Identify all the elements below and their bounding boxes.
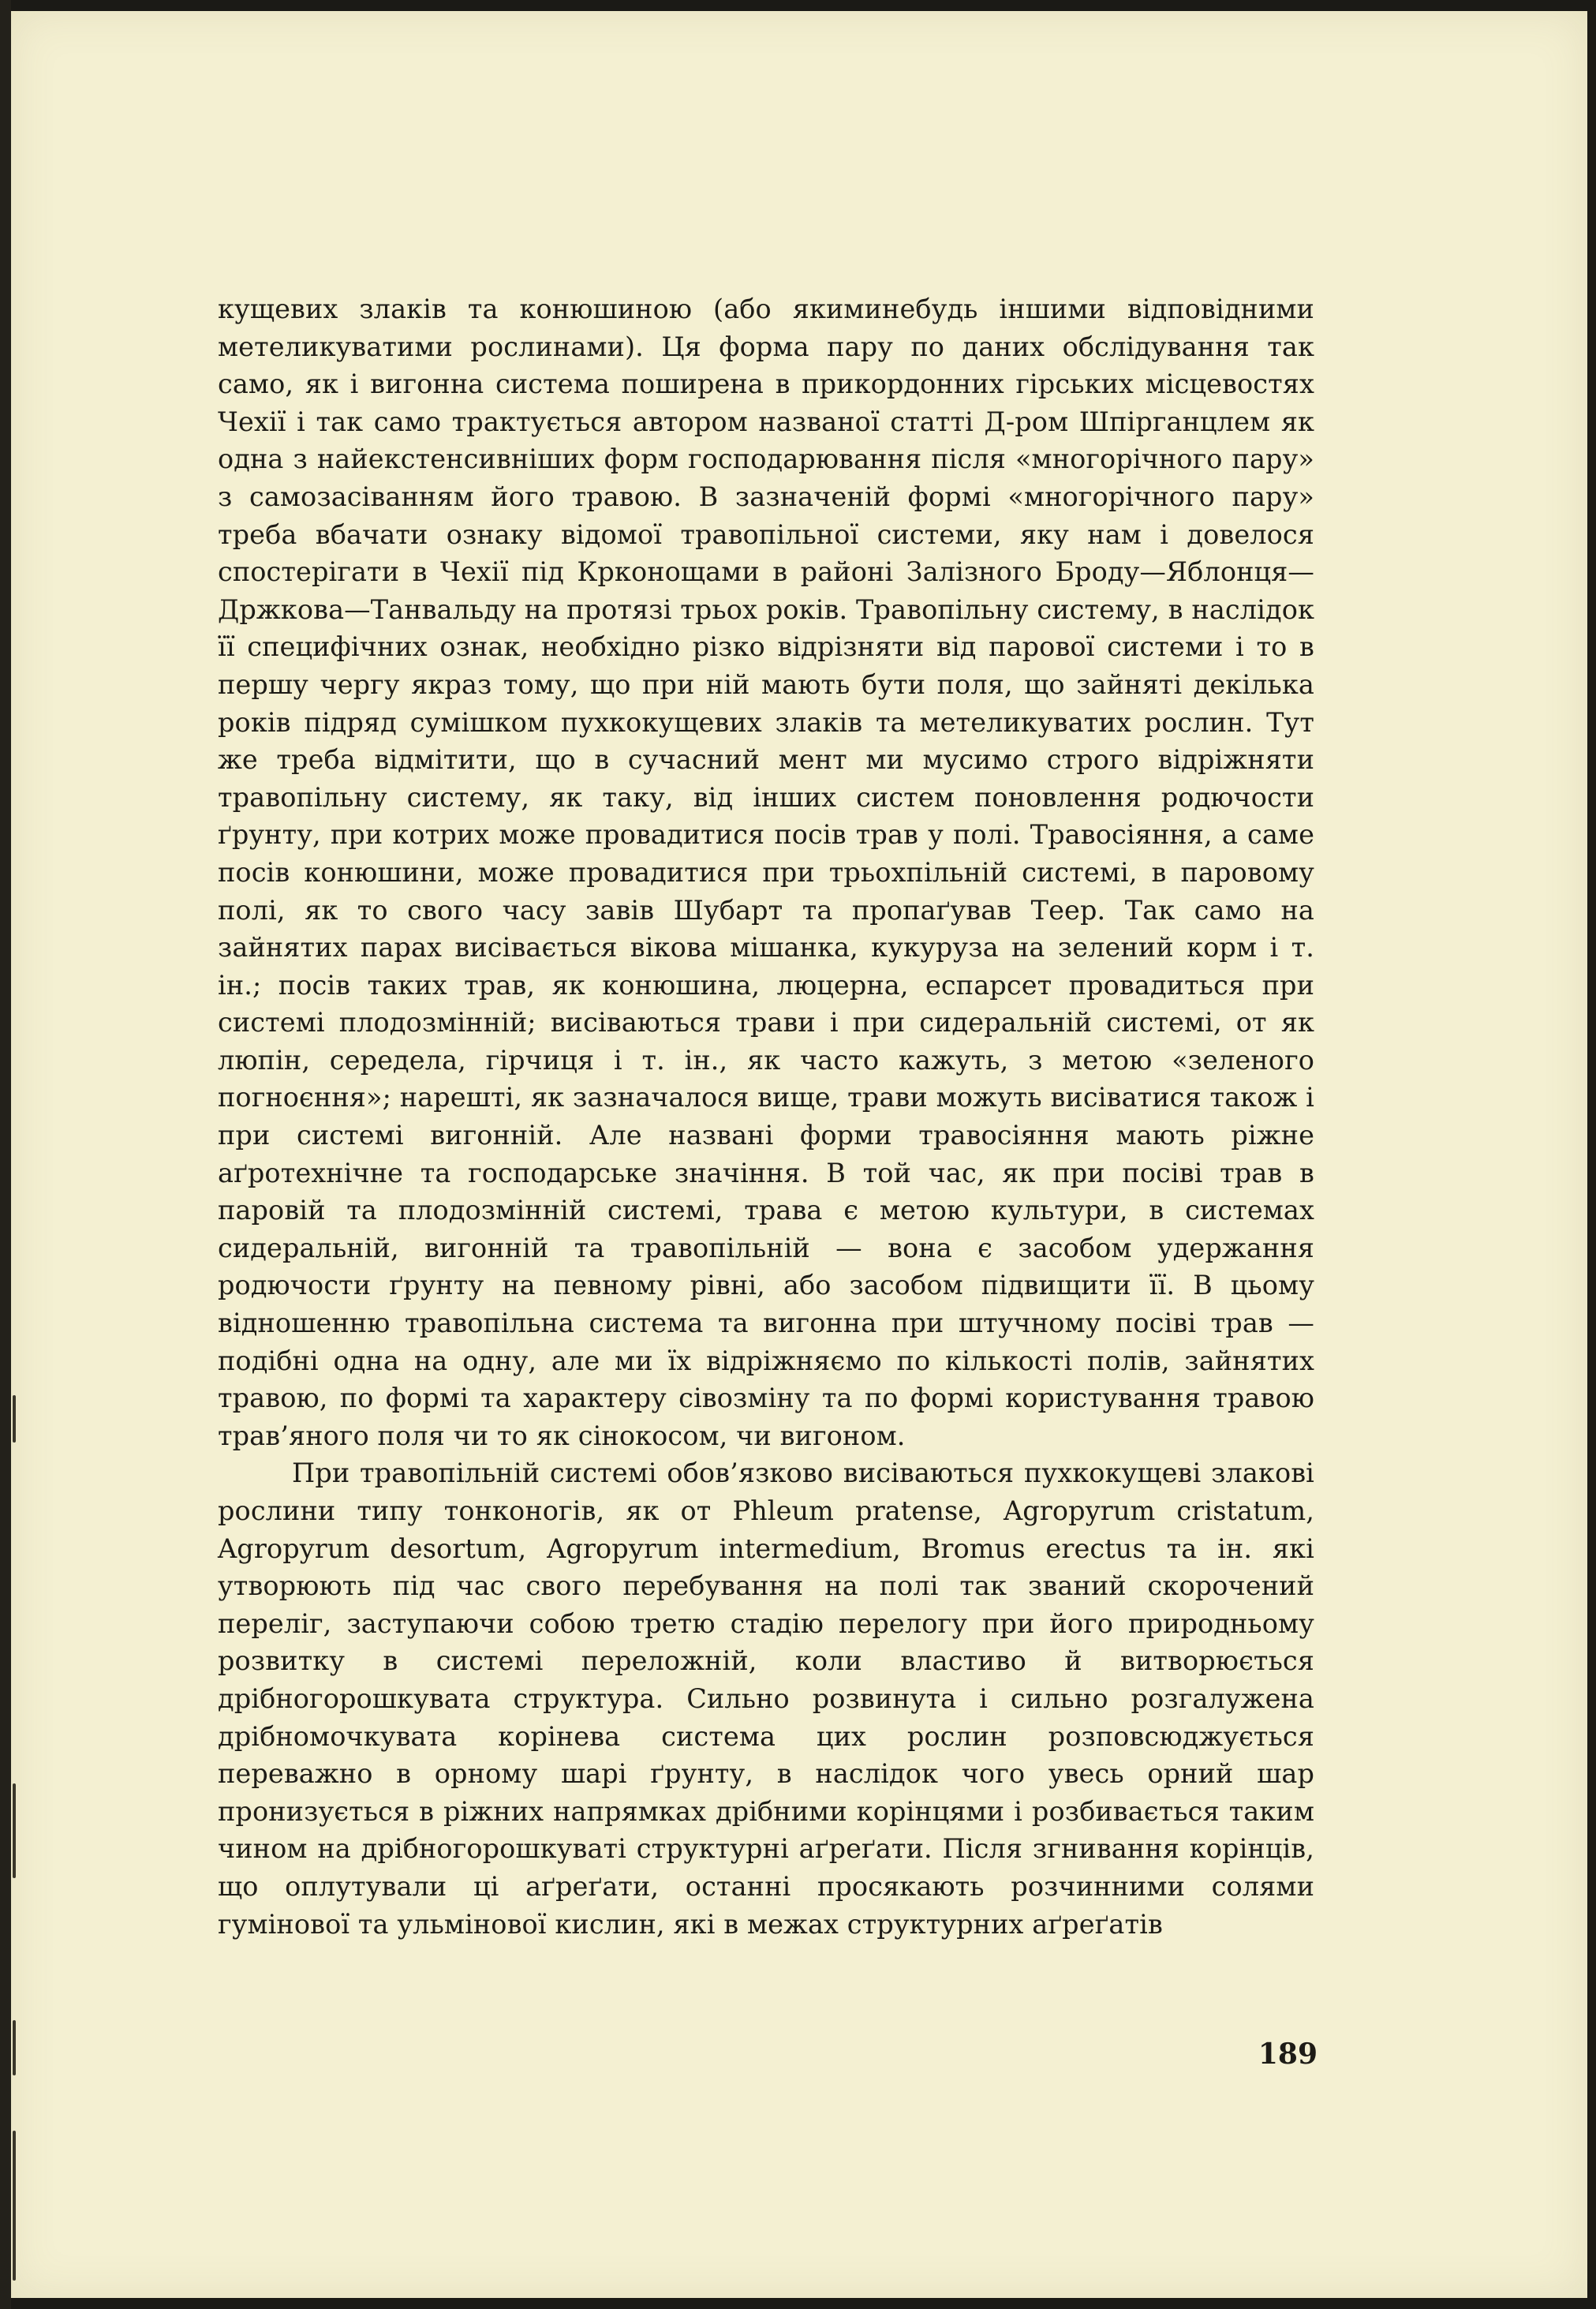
body-text (218, 290, 1314, 1943)
page-number: 189 (1258, 2038, 1318, 2071)
margin-mark (13, 1395, 16, 1443)
paragraph-1: кущевих злаків та конюшиною (або якиминебудь іншими відповідними метеликуватими рослинами). Ця форма пару по даних обслідування так само, як і вигонна система поширена в прикордонних гірських місцевостях Чехії і так само трактується автором названої статті Д-ром Шпірганцлем як одна з найекстенсивніших форм господарювання після «многорічного пару» з самозасіванням його травою. В зазначеній формі «многорічного пару» треба вбачати ознаку відомої травопільної системи, яку нам і довелося спостерігати в Чехії під Крконощами в районі Залізного Броду—Яблонця—Држкова—Танвальду на протязі трьох років. Травопільну систему, в наслідок її специфічних ознак, необхідно різко відрізняти від парової системи і то в першу чергу якраз тому, що при ній мають бути поля, що зайняті декілька років підряд сумішком пухкокущевих злаків та метеликуватих рослин. Тут же треба відмітити, що в сучасний мент ми мусимо строго відріжняти травопільну систему, як таку, від інших систем поновлення родючости ґрунту, при котрих може провадитися посів трав у полі. Травосіяння, а саме посів конюшини, може провадитися при трьохпільній системі, в паровому полі, як то свого часу завів Шубарт та пропаґував Теер. Так само на зайнятих парах висівається вікова мішанка, кукуруза на зелений корм і т. ін.; посів таких трав, як конюшина, люцерна, еспарсет провадиться при системі плодозмінній; висіваються трави і при сидеральній системі, от як люпін, середела, гірчиця і т. ін., як часто кажуть, з метою «зеленого погноєння»; нарешті, як зазначалося вище, трави можуть висіватися також і при системі вигонній. Але названі форми травосіяння мають ріжне аґротехнічне та господарське значіння. В той час, як при посіві трав в паровій та плодозмінній системі, трава є метою культури, в системах сидеральній, вигонній та травопільній — вона є засобом удержання родючости ґрунту на певному рівні, або засобом підвищити її. В цьому відношенню травопільна система та вигонна при штучному посіві трав — подібні одна на одну, але ми їх відріжняємо по кількості полів, зайнятих травою, по формі та характеру сівозміну та по формі користування травою трав’яного поля чи то як сінокосом, чи вигоном. (218, 294, 1314, 1451)
book-spine-edge (0, 0, 11, 2309)
margin-mark (13, 2131, 16, 2281)
margin-mark (13, 2020, 16, 2075)
paragraph-2: При травопільній системі обов’язково висіваються пухкокущеві злакові рослини типу тонконогів, як от Phleum pratense, Agropyrum cristatum, Agropyrum desortum, Agropyrum intermedium, Bromus erectus та ін. які утворюють під час свого перебування на полі так званий скорочений переліг, заступаючи собою третю стадію перелогу при його природньому розвитку в системі переложній, коли властиво й витворюється дрібногорошкувата структура. Сильно розвинута і сильно розгалужена дрібномочкувата корінева система цих рослин розповсюджується переважно в орному шарі ґрунту, в наслідок чого увесь орний шар пронизується в ріжних напрямках дрібними корінцями і розбивається таким чином на дрібногорошкуваті структурні аґреґати. Після згнивання корінців, що оплутували ці аґреґати, останні просякають розчинними солями гумінової та ульмінової кислин, які в межах структурних аґреґатів (218, 1458, 1314, 1940)
margin-mark (13, 1783, 16, 1878)
